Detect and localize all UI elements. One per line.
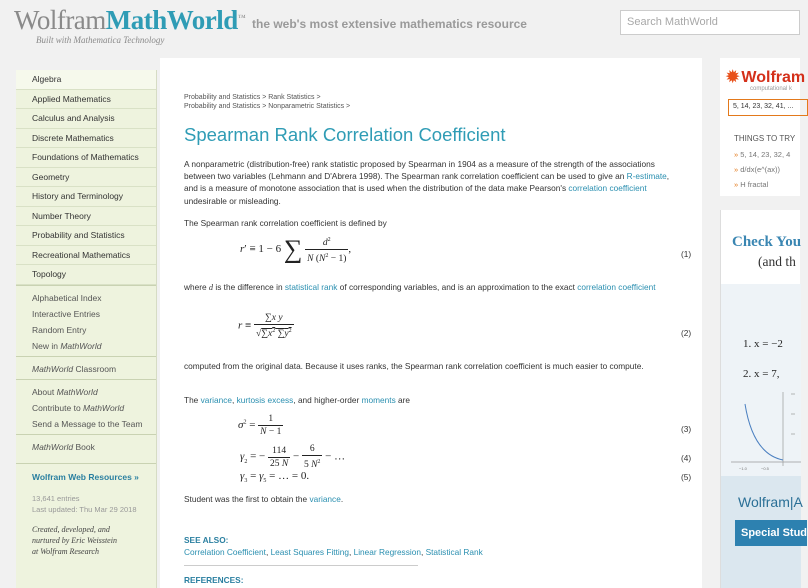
definition-intro: The Spearman rank correlation coefficient is defined by [184, 218, 387, 228]
article-content [160, 58, 702, 588]
equation-3: $\sigma^2$ = $\frac{1}{N - 1}$ [238, 414, 282, 437]
logo-wolfram: Wolfram [14, 5, 106, 35]
left-sidebar [16, 70, 157, 588]
things-to-try-heading: THINGS TO TRY [734, 134, 796, 143]
nav-book[interactable]: MathWorld Book [32, 441, 95, 452]
nav-discrete-mathematics[interactable]: Discrete Mathematics [16, 129, 156, 149]
link-r-estimate[interactable]: R-estimate [626, 171, 667, 182]
ad-plot-icon [721, 384, 801, 474]
nav-new-in-mathworld[interactable]: New in MathWorld [32, 340, 102, 351]
computation-paragraph: computed from the original data. Because it uses ranks, the Spearman rank correlation coefficient is much easier to compute. [184, 361, 644, 371]
nav-recreational[interactable]: Recreational Mathematics [16, 246, 156, 266]
nav-calculus-analysis[interactable]: Calculus and Analysis [16, 109, 156, 129]
advertisement[interactable] [720, 210, 808, 588]
credit-text: Created, developed, and nurtured by Eric Weisstein at Wolfram Research [32, 524, 117, 556]
entry-count: 13,641 entries [32, 493, 80, 503]
arrow-icon: » [734, 180, 741, 189]
try-example[interactable]: » d/dx(e^(ax)) [734, 165, 781, 174]
spikey-icon: ✹ [726, 69, 740, 86]
intro-paragraph: A nonparametric (distribution-free) rank statistic proposed by Spearman in 1904 as a measure of the strength of the associations between two variables (Lehmann and D'Abrera 1998). The Spearman rank correlation coefficient can be used to give an R-estimate, and is a measure of monotone association that is used when the distribution of the data make Pearson's correlation coefficient undesirable or misleading. [184, 159, 670, 206]
nav-history[interactable]: History and Terminology [16, 187, 156, 207]
ad-problem-panel [721, 284, 801, 476]
equation-4: $\gamma_2$ = − $\frac{114}{25 N}$ − $\frac{6}{5 N^2}$ − … [240, 444, 346, 471]
breadcrumb[interactable]: Probability and Statistics > Rank Statistics > [184, 94, 321, 101]
student-paragraph: Student was the first to obtain the variance. [184, 494, 344, 504]
link-correlation-coefficient[interactable]: correlation coefficient [568, 183, 647, 194]
arrow-icon: » [734, 165, 741, 174]
try-example[interactable]: » 5, 14, 23, 32, 4 [734, 150, 791, 159]
see-also-link[interactable]: Least Squares Fitting [270, 547, 349, 557]
see-also-link[interactable]: Statistical Rank [425, 547, 483, 557]
page-title: Spearman Rank Correlation Coefficient [184, 124, 506, 145]
site-header [0, 0, 800, 50]
link-variance[interactable]: variance [200, 395, 232, 405]
link-kurtosis-excess[interactable]: kurtosis excess [236, 395, 294, 405]
wolfram-alpha-input[interactable]: 5, 14, 23, 32, 41, ... [728, 99, 808, 116]
wolfram-alpha-widget [720, 58, 806, 196]
link-variance[interactable]: variance [309, 494, 341, 504]
nav-send-message[interactable]: Send a Message to the Team [32, 418, 143, 429]
nav-section-about [16, 379, 156, 434]
nav-algebra[interactable]: Algebra [16, 70, 156, 90]
equation-2: r ≡ $\frac{\text{∑x y}}{√\sum x^2 \sum y^2}$ [238, 313, 292, 340]
references-heading: REFERENCES: [184, 575, 244, 585]
see-also-link[interactable]: Correlation Coefficient [184, 547, 266, 557]
nav-alphabetical-index[interactable]: Alphabetical Index [32, 292, 102, 303]
nav-topology[interactable]: Topology [16, 265, 156, 285]
ad-headline: Check You [732, 234, 802, 250]
nav-section-book [16, 434, 156, 457]
moments-paragraph: The variance, kurtosis excess, and higher-order moments are [184, 395, 411, 405]
equation-1-number: (1) [681, 249, 692, 259]
nav-about[interactable]: About MathWorld [32, 386, 98, 397]
link-moments[interactable]: moments [361, 395, 396, 405]
nav-classroom[interactable]: MathWorld Classroom [32, 363, 117, 374]
wolfram-alpha-tagline: computational k [750, 86, 793, 92]
last-updated: Last updated: Thu Mar 29 2018 [32, 504, 137, 514]
equation-2-number: (2) [681, 328, 692, 338]
equation-5: $\gamma_3 = \gamma_5$ = … = 0. [240, 470, 310, 485]
equation-1: r′ ≡ 1 − 6 ∑ $\frac{d^2}{N (N^2 - 1)}$ , [240, 234, 352, 265]
logo-mathworld: MathWorld [105, 5, 238, 35]
equation-3-number: (3) [681, 424, 692, 434]
ad-cta-button[interactable]: Special Stud [735, 520, 807, 546]
see-also-heading: SEE ALSO: [184, 535, 229, 545]
site-tagline: the web's most extensive mathematics resource [252, 17, 527, 31]
nav-random-entry[interactable]: Random Entry [32, 324, 87, 335]
arrow-icon: » [734, 150, 741, 159]
nav-probability-statistics[interactable]: Probability and Statistics [16, 226, 156, 246]
nav-section-browse [16, 285, 156, 356]
link-statistical-rank[interactable]: statistical rank [284, 282, 338, 292]
approximation-paragraph: where d is the difference in statistical rank of corresponding variables, and is an approximation to the exact correlation coefficient [184, 282, 656, 292]
equation-5-number: (5) [681, 472, 692, 482]
try-example[interactable]: » H fractal [734, 180, 769, 189]
nav-foundations[interactable]: Foundations of Mathematics [16, 148, 156, 168]
mathworld-logo[interactable] [14, 6, 245, 34]
search-input[interactable]: Search MathWorld [620, 10, 800, 35]
ad-subheadline: (and th [758, 254, 796, 269]
ad-problem: 1. x = −2 [743, 338, 783, 350]
divider [184, 565, 418, 566]
ad-brand: Wolfram|A [738, 494, 803, 510]
nav-section-classroom [16, 356, 156, 379]
breadcrumb[interactable]: Probability and Statistics > Nonparametric Statistics > [184, 103, 351, 110]
nav-interactive-entries[interactable]: Interactive Entries [32, 308, 101, 319]
trademark-icon: ™ [237, 13, 246, 22]
svg-text:−1.0: −1.0 [739, 466, 747, 471]
see-also-link[interactable]: Linear Regression [353, 547, 421, 557]
wolfram-alpha-logo[interactable]: ✹ Wolfram [726, 69, 806, 86]
ad-problem: 2. x = 7, [743, 368, 780, 380]
equation-4-number: (4) [681, 453, 692, 463]
nav-contribute[interactable]: Contribute to MathWorld [32, 402, 125, 413]
nav-geometry[interactable]: Geometry [16, 168, 156, 188]
nav-number-theory[interactable]: Number Theory [16, 207, 156, 227]
see-also-list: Correlation Coefficient, Least Squares Fitting, Linear Regression, Statistical Rank [184, 547, 483, 557]
svg-text:−0.5: −0.5 [761, 466, 769, 471]
nav-web-resources[interactable]: Wolfram Web Resources » [16, 463, 156, 493]
link-correlation-coefficient[interactable]: correlation coefficient [577, 282, 656, 292]
logo-subtitle: Built with Mathematica Technology [36, 35, 165, 45]
nav-applied-mathematics[interactable]: Applied Mathematics [16, 90, 156, 110]
